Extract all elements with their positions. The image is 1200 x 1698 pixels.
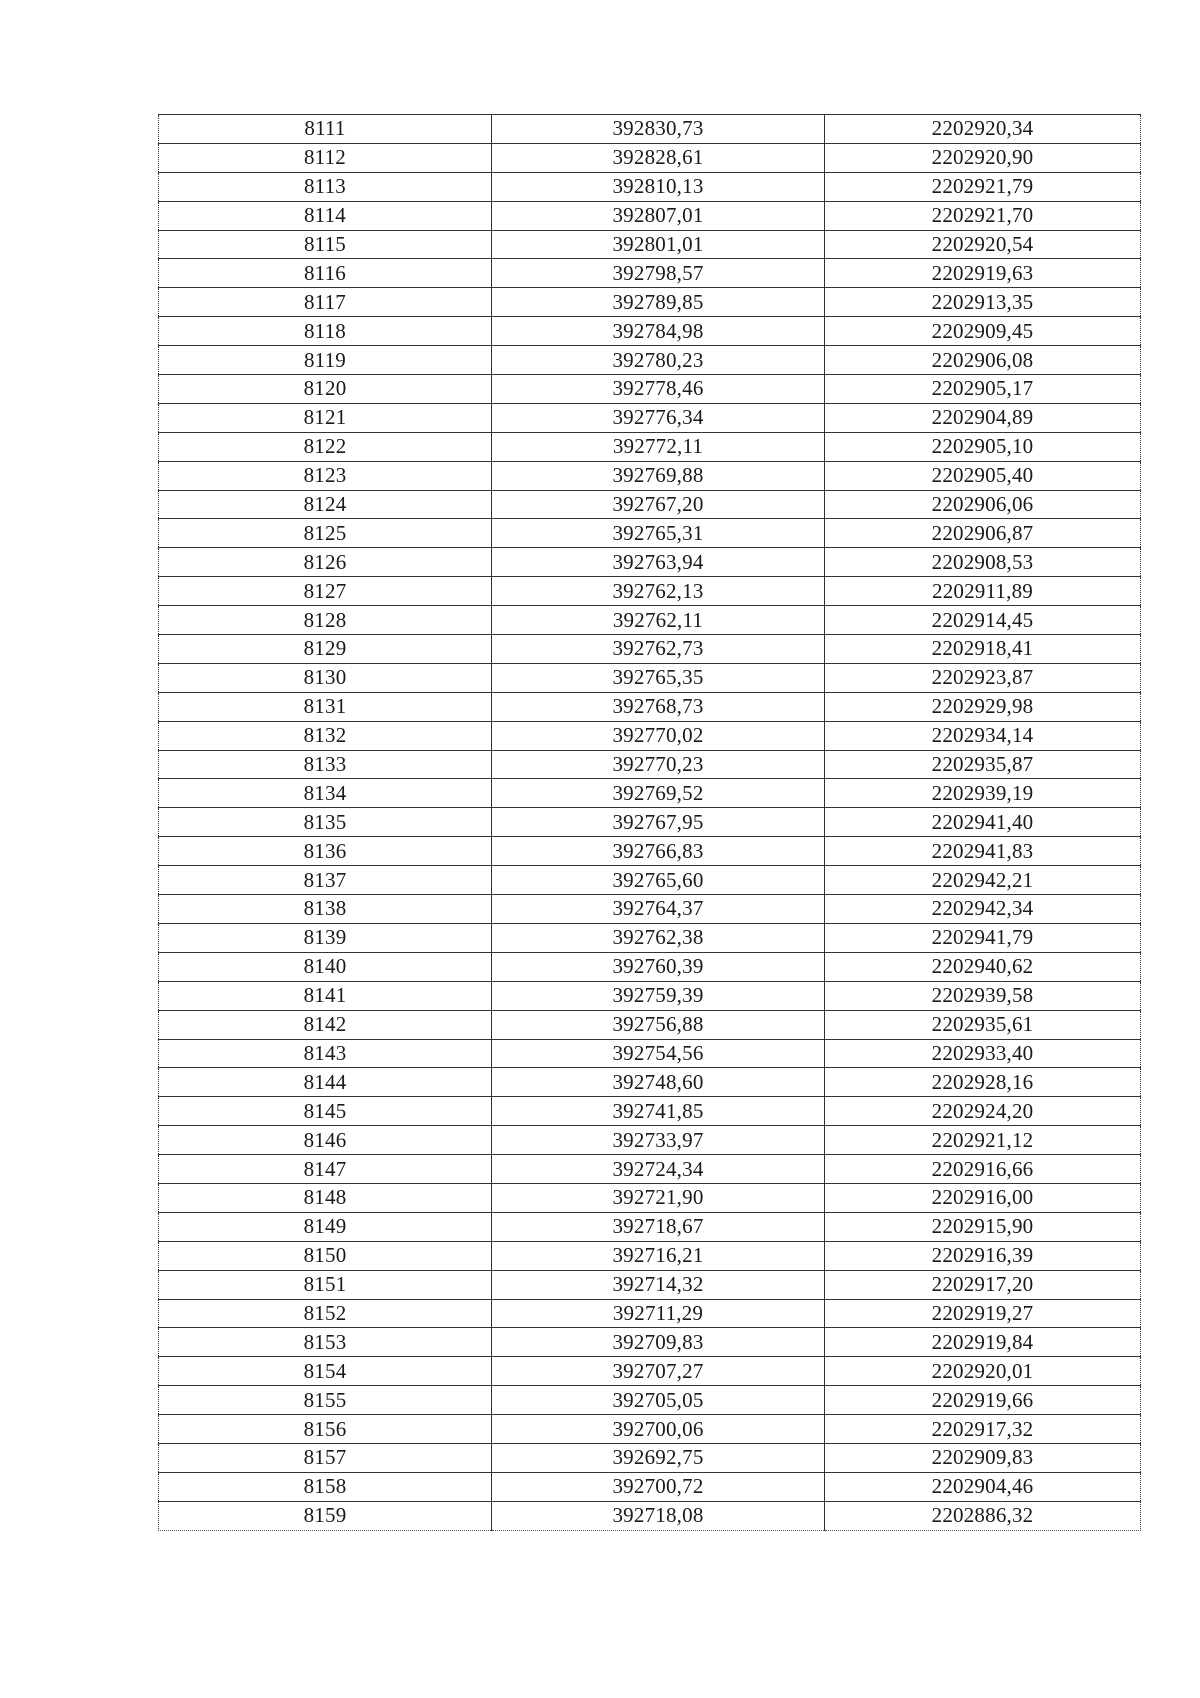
point-number-cell: 8126: [159, 548, 492, 577]
point-number-cell: 8118: [159, 317, 492, 346]
y-coordinate-cell: 2202917,32: [825, 1415, 1141, 1444]
y-coordinate-cell: 2202935,61: [825, 1010, 1141, 1039]
table-row: [159, 692, 1141, 721]
y-coordinate-cell: 2202906,87: [825, 519, 1141, 548]
y-coordinate-cell: 2202921,70: [825, 201, 1141, 230]
point-number-cell: 8131: [159, 692, 492, 721]
point-number-cell: 8124: [159, 490, 492, 519]
y-coordinate-cell: 2202919,63: [825, 259, 1141, 288]
point-number-cell: 8151: [159, 1270, 492, 1299]
y-coordinate-cell: 2202908,53: [825, 548, 1141, 577]
table-row: [159, 837, 1141, 866]
y-coordinate-cell: 2202915,90: [825, 1212, 1141, 1241]
x-coordinate-cell: 392759,39: [492, 981, 825, 1010]
y-coordinate-cell: 2202940,62: [825, 952, 1141, 981]
x-coordinate-cell: 392810,13: [492, 172, 825, 201]
y-coordinate-cell: 2202916,66: [825, 1155, 1141, 1184]
table-row: [159, 1068, 1141, 1097]
table-row: [159, 1472, 1141, 1501]
point-number-cell: 8116: [159, 259, 492, 288]
table-row: [159, 346, 1141, 375]
y-coordinate-cell: 2202918,41: [825, 635, 1141, 664]
table-row: [159, 1097, 1141, 1126]
table-row: [159, 375, 1141, 404]
x-coordinate-cell: 392765,31: [492, 519, 825, 548]
table-row: [159, 895, 1141, 924]
point-number-cell: 8156: [159, 1415, 492, 1444]
point-number-cell: 8128: [159, 606, 492, 635]
y-coordinate-cell: 2202924,20: [825, 1097, 1141, 1126]
table-row: [159, 779, 1141, 808]
x-coordinate-cell: 392762,73: [492, 635, 825, 664]
x-coordinate-cell: 392767,20: [492, 490, 825, 519]
point-number-cell: 8145: [159, 1097, 492, 1126]
table-row: [159, 1010, 1141, 1039]
point-number-cell: 8139: [159, 923, 492, 952]
point-number-cell: 8133: [159, 750, 492, 779]
y-coordinate-cell: 2202911,89: [825, 577, 1141, 606]
table-row: [159, 172, 1141, 201]
x-coordinate-cell: 392770,02: [492, 721, 825, 750]
table-row: [159, 721, 1141, 750]
x-coordinate-cell: 392711,29: [492, 1299, 825, 1328]
x-coordinate-cell: 392733,97: [492, 1126, 825, 1155]
x-coordinate-cell: 392754,56: [492, 1039, 825, 1068]
y-coordinate-cell: 2202920,90: [825, 143, 1141, 172]
point-number-cell: 8146: [159, 1126, 492, 1155]
y-coordinate-cell: 2202916,00: [825, 1183, 1141, 1212]
point-number-cell: 8142: [159, 1010, 492, 1039]
table-row: [159, 866, 1141, 895]
point-number-cell: 8130: [159, 663, 492, 692]
point-number-cell: 8143: [159, 1039, 492, 1068]
x-coordinate-cell: 392768,73: [492, 692, 825, 721]
x-coordinate-cell: 392760,39: [492, 952, 825, 981]
x-coordinate-cell: 392798,57: [492, 259, 825, 288]
point-number-cell: 8121: [159, 403, 492, 432]
point-number-cell: 8129: [159, 635, 492, 664]
point-number-cell: 8111: [159, 115, 492, 144]
table-row: [159, 1183, 1141, 1212]
table-row: [159, 548, 1141, 577]
point-number-cell: 8150: [159, 1241, 492, 1270]
point-number-cell: 8135: [159, 808, 492, 837]
y-coordinate-cell: 2202941,40: [825, 808, 1141, 837]
x-coordinate-cell: 392748,60: [492, 1068, 825, 1097]
y-coordinate-cell: 2202906,06: [825, 490, 1141, 519]
table-row: [159, 1126, 1141, 1155]
x-coordinate-cell: 392756,88: [492, 1010, 825, 1039]
table-row: [159, 317, 1141, 346]
point-number-cell: 8154: [159, 1357, 492, 1386]
point-number-cell: 8127: [159, 577, 492, 606]
point-number-cell: 8138: [159, 895, 492, 924]
y-coordinate-cell: 2202929,98: [825, 692, 1141, 721]
point-number-cell: 8112: [159, 143, 492, 172]
table-row: [159, 1212, 1141, 1241]
y-coordinate-cell: 2202941,79: [825, 923, 1141, 952]
y-coordinate-cell: 2202905,10: [825, 432, 1141, 461]
x-coordinate-cell: 392807,01: [492, 201, 825, 230]
x-coordinate-cell: 392763,94: [492, 548, 825, 577]
table-row: [159, 1501, 1141, 1530]
table-row: [159, 1299, 1141, 1328]
table-row: [159, 808, 1141, 837]
y-coordinate-cell: 2202934,14: [825, 721, 1141, 750]
point-number-cell: 8144: [159, 1068, 492, 1097]
x-coordinate-cell: 392709,83: [492, 1328, 825, 1357]
y-coordinate-cell: 2202921,79: [825, 172, 1141, 201]
y-coordinate-cell: 2202914,45: [825, 606, 1141, 635]
point-number-cell: 8148: [159, 1183, 492, 1212]
y-coordinate-cell: 2202904,89: [825, 403, 1141, 432]
x-coordinate-cell: 392801,01: [492, 230, 825, 259]
point-number-cell: 8147: [159, 1155, 492, 1184]
y-coordinate-cell: 2202919,66: [825, 1386, 1141, 1415]
table-row: [159, 115, 1141, 144]
point-number-cell: 8158: [159, 1472, 492, 1501]
point-number-cell: 8123: [159, 461, 492, 490]
y-coordinate-cell: 2202906,08: [825, 346, 1141, 375]
x-coordinate-cell: 392764,37: [492, 895, 825, 924]
y-coordinate-cell: 2202935,87: [825, 750, 1141, 779]
x-coordinate-cell: 392716,21: [492, 1241, 825, 1270]
table-row: [159, 288, 1141, 317]
x-coordinate-cell: 392707,27: [492, 1357, 825, 1386]
point-number-cell: 8119: [159, 346, 492, 375]
x-coordinate-cell: 392741,85: [492, 1097, 825, 1126]
table-row: [159, 952, 1141, 981]
y-coordinate-cell: 2202920,01: [825, 1357, 1141, 1386]
table-row: [159, 577, 1141, 606]
table-row: [159, 201, 1141, 230]
table-row: [159, 1270, 1141, 1299]
x-coordinate-cell: 392767,95: [492, 808, 825, 837]
x-coordinate-cell: 392766,83: [492, 837, 825, 866]
y-coordinate-cell: 2202919,27: [825, 1299, 1141, 1328]
x-coordinate-cell: 392762,13: [492, 577, 825, 606]
table-row: [159, 461, 1141, 490]
x-coordinate-cell: 392776,34: [492, 403, 825, 432]
y-coordinate-cell: 2202916,39: [825, 1241, 1141, 1270]
point-number-cell: 8140: [159, 952, 492, 981]
y-coordinate-cell: 2202904,46: [825, 1472, 1141, 1501]
point-number-cell: 8122: [159, 432, 492, 461]
x-coordinate-cell: 392762,38: [492, 923, 825, 952]
table-row: [159, 1155, 1141, 1184]
table-row: [159, 259, 1141, 288]
y-coordinate-cell: 2202919,84: [825, 1328, 1141, 1357]
point-number-cell: 8152: [159, 1299, 492, 1328]
point-number-cell: 8117: [159, 288, 492, 317]
x-coordinate-cell: 392772,11: [492, 432, 825, 461]
y-coordinate-cell: 2202909,45: [825, 317, 1141, 346]
table-row: [159, 490, 1141, 519]
y-coordinate-cell: 2202939,58: [825, 981, 1141, 1010]
table-row: [159, 1357, 1141, 1386]
x-coordinate-cell: 392784,98: [492, 317, 825, 346]
y-coordinate-cell: 2202913,35: [825, 288, 1141, 317]
point-number-cell: 8125: [159, 519, 492, 548]
x-coordinate-cell: 392769,52: [492, 779, 825, 808]
point-number-cell: 8132: [159, 721, 492, 750]
table-row: [159, 750, 1141, 779]
coordinates-table-body: [159, 115, 1141, 1531]
x-coordinate-cell: 392721,90: [492, 1183, 825, 1212]
y-coordinate-cell: 2202928,16: [825, 1068, 1141, 1097]
table-row: [159, 606, 1141, 635]
table-row: [159, 143, 1141, 172]
y-coordinate-cell: 2202909,83: [825, 1443, 1141, 1472]
point-number-cell: 8159: [159, 1501, 492, 1530]
coordinates-table: [158, 114, 1141, 1531]
point-number-cell: 8114: [159, 201, 492, 230]
point-number-cell: 8141: [159, 981, 492, 1010]
x-coordinate-cell: 392700,72: [492, 1472, 825, 1501]
y-coordinate-cell: 2202917,20: [825, 1270, 1141, 1299]
x-coordinate-cell: 392769,88: [492, 461, 825, 490]
x-coordinate-cell: 392718,67: [492, 1212, 825, 1241]
x-coordinate-cell: 392778,46: [492, 375, 825, 404]
x-coordinate-cell: 392789,85: [492, 288, 825, 317]
x-coordinate-cell: 392724,34: [492, 1155, 825, 1184]
point-number-cell: 8115: [159, 230, 492, 259]
table-row: [159, 403, 1141, 432]
y-coordinate-cell: 2202941,83: [825, 837, 1141, 866]
x-coordinate-cell: 392830,73: [492, 115, 825, 144]
point-number-cell: 8155: [159, 1386, 492, 1415]
y-coordinate-cell: 2202905,17: [825, 375, 1141, 404]
y-coordinate-cell: 2202886,32: [825, 1501, 1141, 1530]
x-coordinate-cell: 392762,11: [492, 606, 825, 635]
y-coordinate-cell: 2202933,40: [825, 1039, 1141, 1068]
point-number-cell: 8149: [159, 1212, 492, 1241]
point-number-cell: 8136: [159, 837, 492, 866]
x-coordinate-cell: 392692,75: [492, 1443, 825, 1472]
y-coordinate-cell: 2202921,12: [825, 1126, 1141, 1155]
point-number-cell: 8157: [159, 1443, 492, 1472]
y-coordinate-cell: 2202920,34: [825, 115, 1141, 144]
table-row: [159, 1241, 1141, 1270]
table-row: [159, 1328, 1141, 1357]
y-coordinate-cell: 2202920,54: [825, 230, 1141, 259]
point-number-cell: 8134: [159, 779, 492, 808]
y-coordinate-cell: 2202939,19: [825, 779, 1141, 808]
y-coordinate-cell: 2202923,87: [825, 663, 1141, 692]
x-coordinate-cell: 392765,60: [492, 866, 825, 895]
y-coordinate-cell: 2202942,34: [825, 895, 1141, 924]
table-row: [159, 1443, 1141, 1472]
x-coordinate-cell: 392718,08: [492, 1501, 825, 1530]
x-coordinate-cell: 392828,61: [492, 143, 825, 172]
table-row: [159, 1386, 1141, 1415]
x-coordinate-cell: 392705,05: [492, 1386, 825, 1415]
x-coordinate-cell: 392780,23: [492, 346, 825, 375]
y-coordinate-cell: 2202942,21: [825, 866, 1141, 895]
table-row: [159, 519, 1141, 548]
table-row: [159, 923, 1141, 952]
x-coordinate-cell: 392714,32: [492, 1270, 825, 1299]
point-number-cell: 8113: [159, 172, 492, 201]
x-coordinate-cell: 392765,35: [492, 663, 825, 692]
table-row: [159, 981, 1141, 1010]
y-coordinate-cell: 2202905,40: [825, 461, 1141, 490]
point-number-cell: 8120: [159, 375, 492, 404]
point-number-cell: 8137: [159, 866, 492, 895]
table-row: [159, 230, 1141, 259]
table-row: [159, 432, 1141, 461]
table-row: [159, 1039, 1141, 1068]
point-number-cell: 8153: [159, 1328, 492, 1357]
x-coordinate-cell: 392770,23: [492, 750, 825, 779]
table-row: [159, 1415, 1141, 1444]
table-row: [159, 663, 1141, 692]
x-coordinate-cell: 392700,06: [492, 1415, 825, 1444]
table-row: [159, 635, 1141, 664]
